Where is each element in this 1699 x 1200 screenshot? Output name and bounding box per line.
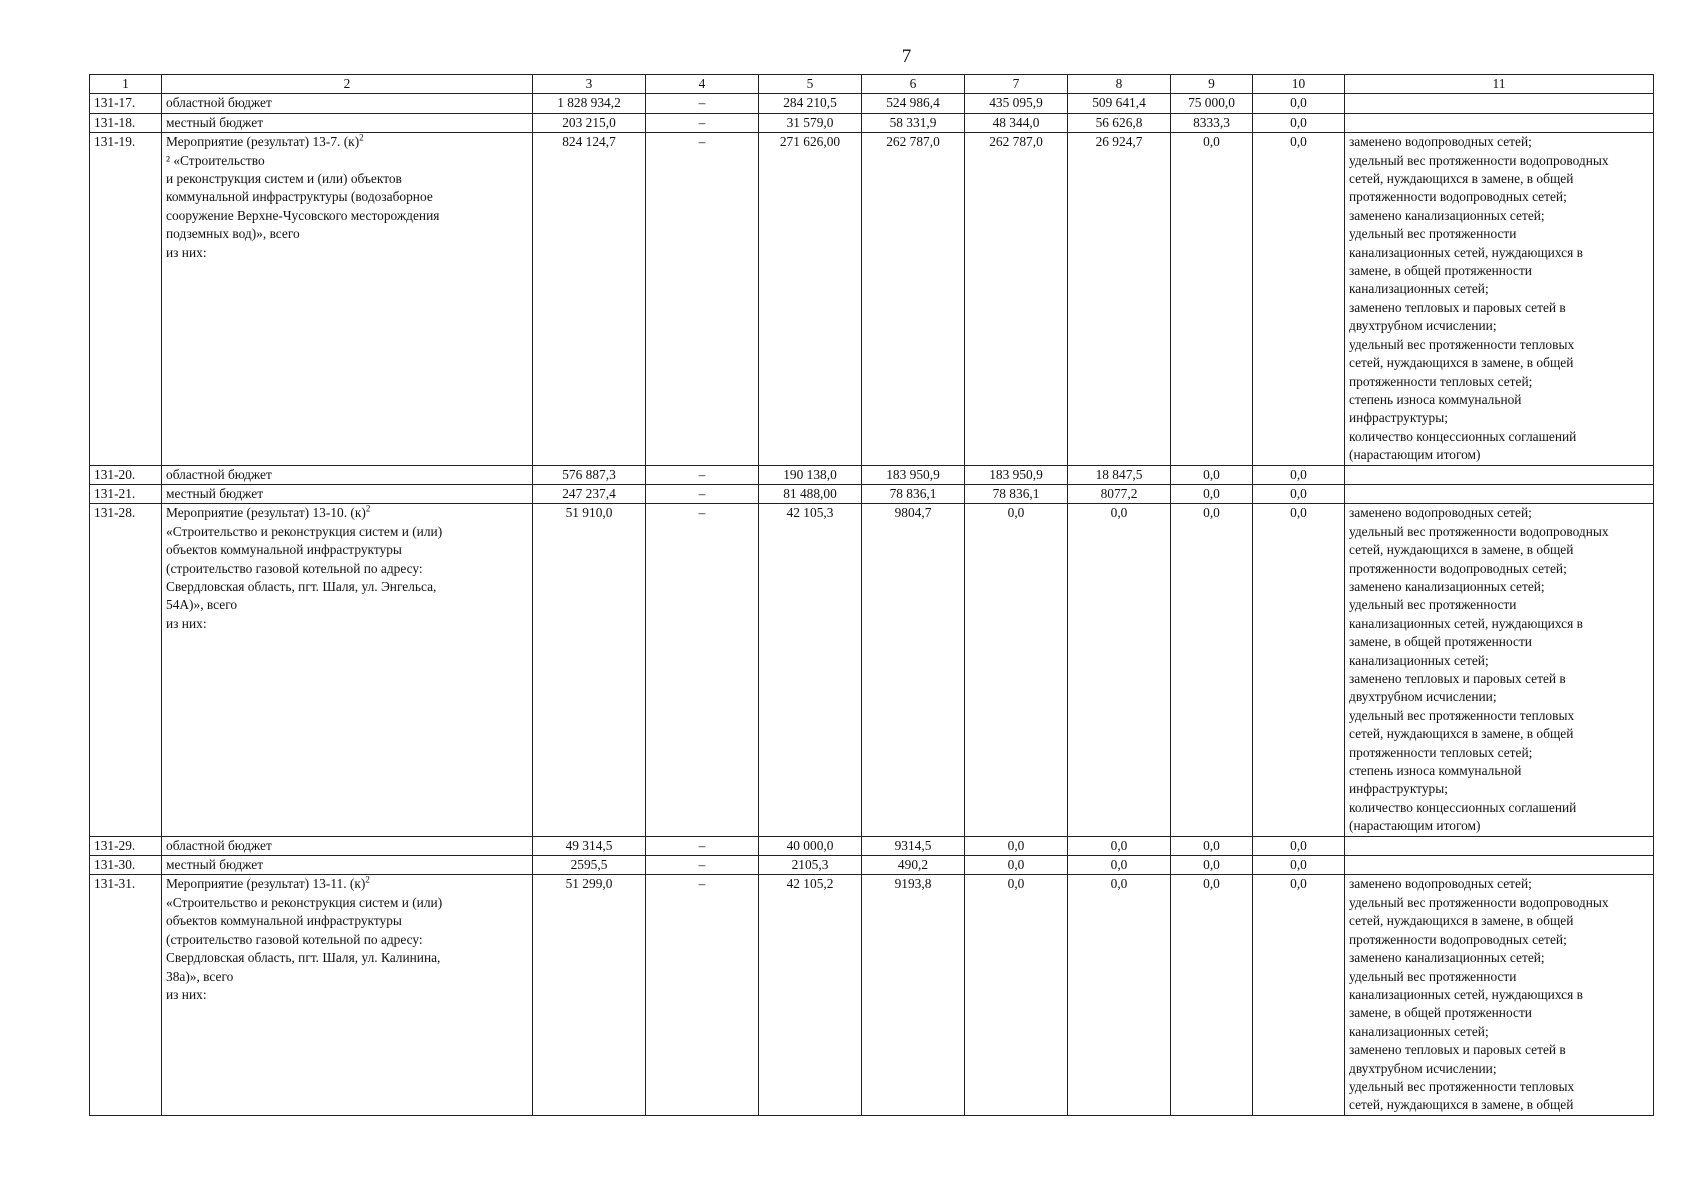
row-number: 131-29. [90,836,162,855]
indicator-line: канализационных сетей, нуждающихся в [1349,615,1583,631]
column-header: 11 [1345,75,1654,94]
row-description: областной бюджет [162,836,533,855]
indicator-line: канализационных сетей; [1349,652,1489,668]
indicator-line: удельный вес протяженности [1349,968,1517,984]
cell-col6: 183 950,9 [862,465,965,484]
indicator-line: степень износа коммунальной [1349,391,1522,407]
cell-col10: 0,0 [1253,484,1345,503]
cell-col8: 0,0 [1068,856,1171,875]
indicator-line: заменено тепловых и паровых сетей в [1349,299,1566,315]
cell-col6: 9193,8 [862,875,965,1115]
column-header: 3 [533,75,646,94]
result-indicators [1345,94,1654,113]
indicator-line: канализационных сетей; [1349,1023,1489,1039]
table-row [90,504,1654,836]
description-line: (строительство газовой котельной по адресу: [166,931,423,947]
result-indicators [1345,133,1654,465]
indicator-line: замене, в общей протяженности [1349,634,1532,650]
table-row [90,133,1654,465]
footnote-mark: 2 [365,875,370,885]
indicator-line: удельный вес протяженности тепловых [1349,336,1575,352]
cell-total: 824 124,7 [533,133,646,465]
indicator-line: заменено канализационных сетей; [1349,207,1545,223]
description-line: Мероприятие (результат) 13-10. $(к)^2$ [166,503,371,521]
cell-col8: 8077,2 [1068,484,1171,503]
cell-col5: 284 210,5 [759,94,862,113]
row-number: 131-30. [90,856,162,875]
result-indicators [1345,875,1654,1115]
row-description: местный бюджет [162,856,533,875]
column-header: 8 [1068,75,1171,94]
column-header: 1 [90,75,162,94]
cell-col9: 0,0 [1171,856,1253,875]
cell-col9: 0,0 [1171,836,1253,855]
description-line: из них: [166,986,207,1002]
result-indicators [1345,504,1654,836]
table-row [90,856,1654,875]
description-line: (строительство газовой котельной по адресу: [166,560,423,576]
cell-col8: 56 626,8 [1068,113,1171,132]
indicator-line: удельный вес протяженности тепловых [1349,707,1575,723]
row-number: 131-20. [90,465,162,484]
description-line: коммунальной инфраструктуры (водозаборное [166,189,433,205]
cell-col9: 0,0 [1171,465,1253,484]
row-number: 131-31. [90,875,162,1115]
cell-total: 1 828 934,2 [533,94,646,113]
cell-col9: 0,0 [1171,133,1253,465]
cell-col10: 0,0 [1253,856,1345,875]
cell-total: 576 887,3 [533,465,646,484]
indicator-line: инфраструктуры; [1349,410,1448,426]
cell-col5: 42 105,3 [759,504,862,836]
indicator-line: удельный вес протяженности водопроводных [1349,152,1609,168]
description-line: сооружение Верхне-Чусовского месторождения [166,207,440,223]
cell-col4: – [646,875,759,1115]
cell-col7: 435 095,9 [965,94,1068,113]
indicator-line: протяженности водопроводных сетей; [1349,560,1567,576]
result-indicators [1345,484,1654,503]
cell-col9: 0,0 [1171,504,1253,836]
column-header: 4 [646,75,759,94]
cell-col7: 78 836,1 [965,484,1068,503]
cell-col4: – [646,504,759,836]
column-header: 5 [759,75,862,94]
description-line: объектов коммунальной инфраструктуры [166,542,402,558]
column-header: 6 [862,75,965,94]
cell-col7: 262 787,0 [965,133,1068,465]
table-row [90,875,1654,1115]
row-description: местный бюджет [162,484,533,503]
cell-col4: – [646,133,759,465]
column-header: 7 [965,75,1068,94]
cell-col6: 9314,5 [862,836,965,855]
cell-col7: 0,0 [965,875,1068,1115]
indicator-line: канализационных сетей; [1349,281,1489,297]
row-number: 131-28. [90,504,162,836]
description-line: объектов коммунальной инфраструктуры [166,913,402,929]
footnote-mark: 2 [359,132,364,143]
description-line: 54А)», всего [166,597,238,613]
budget-table [89,74,1654,1116]
cell-col8: 0,0 [1068,504,1171,836]
indicator-line: (нарастающим итогом) [1349,818,1481,834]
indicator-line: замене, в общей протяженности [1349,1005,1532,1021]
table-row [90,94,1654,113]
indicator-line: протяженности тепловых сетей; [1349,373,1533,389]
description-line: 38а)», всего [166,968,234,984]
indicator-line: удельный вес протяженности водопроводных [1349,523,1609,539]
cell-col9: 0,0 [1171,875,1253,1115]
table-row [90,836,1654,855]
indicator-line: протяженности водопроводных сетей; [1349,189,1567,205]
description-line: Мероприятие (результат) 13-11. $(к)^2$ [166,875,370,892]
description-line: Свердловская область, пгт. Шаля, ул. Энгельса, [166,578,437,594]
cell-col8: 509 641,4 [1068,94,1171,113]
cell-total: 203 215,0 [533,113,646,132]
cell-col10: 0,0 [1253,94,1345,113]
cell-total: 51 910,0 [533,504,646,836]
cell-col6: 58 331,9 [862,113,965,132]
cell-col8: 18 847,5 [1068,465,1171,484]
row-number: 131-19. [90,133,162,465]
indicator-line: двухтрубном исчислении; [1349,1060,1497,1076]
description-line: Свердловская область, пгт. Шаля, ул. Калинина, [166,950,441,966]
indicator-line: удельный вес протяженности [1349,226,1517,242]
cell-col5: 40 000,0 [759,836,862,855]
cell-col4: – [646,113,759,132]
indicator-line: протяженности тепловых сетей; [1349,744,1533,760]
result-indicators [1345,856,1654,875]
cell-col7: 0,0 [965,856,1068,875]
indicator-line: заменено канализационных сетей; [1349,950,1545,966]
cell-col7: 0,0 [965,504,1068,836]
indicator-line: количество концессионных соглашений [1349,428,1577,444]
cell-col4: – [646,484,759,503]
column-header: 10 [1253,75,1345,94]
cell-col10: 0,0 [1253,836,1345,855]
cell-col9: 8333,3 [1171,113,1253,132]
row-number: 131-18. [90,113,162,132]
indicator-line: сетей, нуждающихся в замене, в общей [1349,726,1574,742]
row-number: 131-21. [90,484,162,503]
cell-col10: 0,0 [1253,504,1345,836]
indicator-line: сетей, нуждающихся в замене, в общей [1349,542,1574,558]
cell-col6: 262 787,0 [862,133,965,465]
cell-col8: 0,0 [1068,875,1171,1115]
indicator-line: удельный вес протяженности водопроводных [1349,894,1609,910]
cell-col6: 9804,7 [862,504,965,836]
indicator-line: протяженности водопроводных сетей; [1349,931,1567,947]
cell-col7: 48 344,0 [965,113,1068,132]
indicator-line: сетей, нуждающихся в замене, в общей [1349,355,1574,371]
indicator-line: сетей, нуждающихся в замене, в общей [1349,171,1574,187]
indicator-line: заменено водопроводных сетей; [1349,876,1532,892]
row-number: 131-17. [90,94,162,113]
indicator-line: канализационных сетей, нуждающихся в [1349,244,1583,260]
cell-col7: 0,0 [965,836,1068,855]
indicator-line: удельный вес протяженности тепловых [1349,1078,1575,1094]
cell-col10: 0,0 [1253,465,1345,484]
column-number-row [90,75,1654,94]
cell-col5: 81 488,00 [759,484,862,503]
row-description [162,133,533,465]
cell-col6: 78 836,1 [862,484,965,503]
page-number: 7 [901,46,912,67]
table-row [90,484,1654,503]
indicator-line: удельный вес протяженности [1349,597,1517,613]
cell-col10: 0,0 [1253,133,1345,465]
cell-col5: 31 579,0 [759,113,862,132]
cell-col5: 190 138,0 [759,465,862,484]
result-indicators [1345,836,1654,855]
cell-col9: 75 000,0 [1171,94,1253,113]
indicator-line: сетей, нуждающихся в замене, в общей [1349,1097,1574,1113]
description-line: «Строительство и реконструкция систем и (или) [166,894,443,910]
cell-total: 49 314,5 [533,836,646,855]
cell-col10: 0,0 [1253,875,1345,1115]
cell-col5: 2105,3 [759,856,862,875]
table-row [90,465,1654,484]
column-header: 2 [162,75,533,94]
row-description [162,875,533,1115]
indicator-line: двухтрубном исчислении; [1349,318,1497,334]
cell-col5: 42 105,2 [759,875,862,1115]
cell-col4: – [646,836,759,855]
row-description: областной бюджет [162,94,533,113]
indicator-line: канализационных сетей, нуждающихся в [1349,986,1583,1002]
cell-col4: – [646,465,759,484]
cell-col10: 0,0 [1253,113,1345,132]
indicator-line: заменено водопроводных сетей; [1349,505,1532,521]
cell-col4: – [646,856,759,875]
description-line: ² «Строительство [166,152,265,168]
description-line: и реконструкция систем и (или) объектов [166,171,402,187]
cell-total: 51 299,0 [533,875,646,1115]
row-description: местный бюджет [162,113,533,132]
indicator-line: степень износа коммунальной [1349,763,1522,779]
description-line: из них: [166,615,207,631]
description-line: из них: [166,244,207,260]
indicator-line: количество концессионных соглашений [1349,799,1577,815]
cell-total: 2595,5 [533,856,646,875]
description-line: Мероприятие (результат) 13-7. $(к)^2$ [166,132,364,150]
description-line: подземных вод)», всего [166,226,300,242]
cell-total: 247 237,4 [533,484,646,503]
table-row [90,113,1654,132]
indicator-line: заменено водопроводных сетей; [1349,134,1532,150]
description-line: «Строительство и реконструкция систем и (или) [166,523,443,539]
row-description [162,504,533,836]
indicator-line: сетей, нуждающихся в замене, в общей [1349,913,1574,929]
cell-col8: 0,0 [1068,836,1171,855]
indicator-line: (нарастающим итогом) [1349,447,1481,463]
indicator-line: двухтрубном исчислении; [1349,689,1497,705]
indicator-line: инфраструктуры; [1349,781,1448,797]
cell-col6: 490,2 [862,856,965,875]
indicator-line: замене, в общей протяженности [1349,263,1532,279]
indicator-line: заменено тепловых и паровых сетей в [1349,671,1566,686]
row-description: областной бюджет [162,465,533,484]
cell-col6: 524 986,4 [862,94,965,113]
cell-col4: – [646,94,759,113]
result-indicators [1345,113,1654,132]
cell-col8: 26 924,7 [1068,133,1171,465]
footnote-mark: 2 [365,503,371,514]
cell-col5: 271 626,00 [759,133,862,465]
cell-col9: 0,0 [1171,484,1253,503]
result-indicators [1345,465,1654,484]
cell-col7: 183 950,9 [965,465,1068,484]
column-header: 9 [1171,75,1253,94]
indicator-line: заменено тепловых и паровых сетей в [1349,1042,1566,1058]
indicator-line: заменено канализационных сетей; [1349,578,1545,594]
